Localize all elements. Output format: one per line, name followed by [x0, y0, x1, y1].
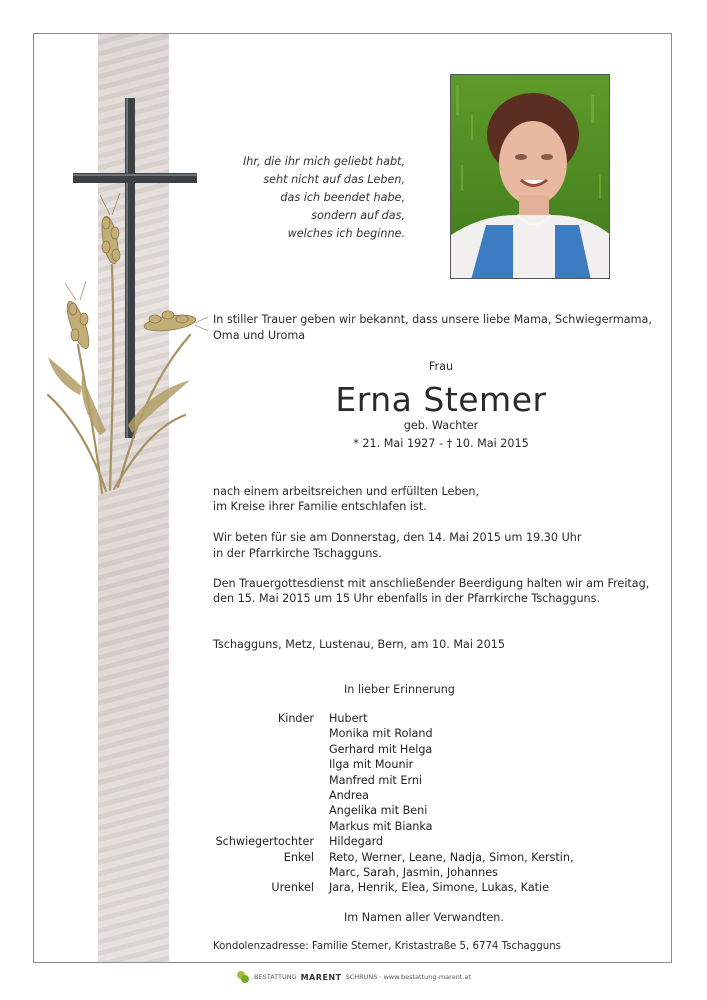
- intro-line: Oma und Uroma: [213, 329, 306, 342]
- memorial-quote: [200, 153, 405, 243]
- quote-line: seht nicht auf das Leben,: [263, 173, 405, 186]
- survivor-group-great-grandchildren: [200, 880, 574, 895]
- life-dates: * 21. Mai 1927 - † 10. Mai 2015: [353, 437, 529, 450]
- quote-line: welches ich beginne.: [287, 227, 405, 240]
- footer-pre: BESTATTUNG: [254, 973, 297, 981]
- survivor-name: Hubert: [329, 712, 368, 725]
- body-text: Wir beten für sie am Donnerstag, den 14. Mai 2015 um 19.30 Uhr: [213, 531, 582, 544]
- quote-line: sondern auf das,: [311, 209, 405, 222]
- survivors-list: [200, 711, 574, 896]
- salutation: Frau: [428, 360, 454, 373]
- survivor-name: Reto, Werner, Leane, Nadja, Simon, Kerstin,: [329, 850, 574, 864]
- survivor-name: Ilga mit Mounir: [329, 758, 414, 772]
- portrait-photo: [450, 74, 610, 279]
- survivor-name: Andrea: [329, 789, 369, 803]
- survivor-name: Jara, Henrik, Elea, Simone, Lukas, Katie: [329, 881, 550, 895]
- survivor-name: Hildegard: [329, 835, 384, 849]
- survivor-name: Manfred mit Erni: [329, 773, 423, 787]
- body-text: Den Trauergottesdienst mit anschließender Beerdigung halten wir am Freitag,: [213, 577, 650, 590]
- footer-post: SCHRUNS · www.bestattung-marent.at: [345, 973, 471, 981]
- group-label: Urenkel: [271, 881, 314, 895]
- survivor-group-grandchildren: [200, 850, 574, 881]
- survivor-name: Markus mit Bianka: [329, 819, 433, 833]
- place-date: Tschagguns, Metz, Lustenau, Bern, am 10. Mai 2015: [213, 638, 505, 651]
- group-label: Schwiegertochter: [215, 835, 314, 849]
- footer-brand: MARENT: [300, 972, 342, 982]
- intro-line: In stiller Trauer geben wir bekannt, dass unsere liebe Mama, Schwiegermama,: [213, 313, 652, 326]
- survivor-name: Marc, Sarah, Jasmin, Johannes: [329, 866, 498, 880]
- survivor-name: Angelika mit Beni: [329, 804, 428, 818]
- body-text: nach einem arbeitsreichen und erfüllten Leben,: [213, 485, 480, 498]
- quote-line: das ich beendet habe,: [280, 191, 405, 204]
- footer: [0, 970, 707, 986]
- survivors-heading: In lieber Erinnerung: [344, 683, 455, 696]
- undertaker-logo: [236, 970, 471, 984]
- deceased-name: Erna Stemer: [335, 380, 547, 419]
- leaf-icon: [236, 970, 250, 984]
- group-label: Enkel: [283, 850, 314, 864]
- group-label: Kinder: [277, 712, 314, 725]
- body-text: in der Pfarrkirche Tschagguns.: [213, 547, 382, 560]
- condolence-address: Kondolenzadresse: Familie Stemer, Kristastraße 5, 6774 Tschagguns: [213, 941, 561, 952]
- survivor-group-daughter-in-law: [200, 834, 574, 849]
- survivor-name: Monika mit Roland: [329, 727, 433, 741]
- body-text: im Kreise ihrer Familie entschlafen ist.: [213, 500, 427, 513]
- survivor-group-children: [200, 711, 574, 834]
- closing-line: Im Namen aller Verwandten.: [344, 911, 504, 924]
- survivor-name: Gerhard mit Helga: [329, 742, 433, 756]
- body-text: den 15. Mai 2015 um 15 Uhr ebenfalls in der Pfarrkirche Tschagguns.: [213, 592, 601, 605]
- quote-line: Ihr, die ihr mich geliebt habt,: [243, 155, 405, 168]
- maiden-name: geb. Wachter: [403, 419, 479, 432]
